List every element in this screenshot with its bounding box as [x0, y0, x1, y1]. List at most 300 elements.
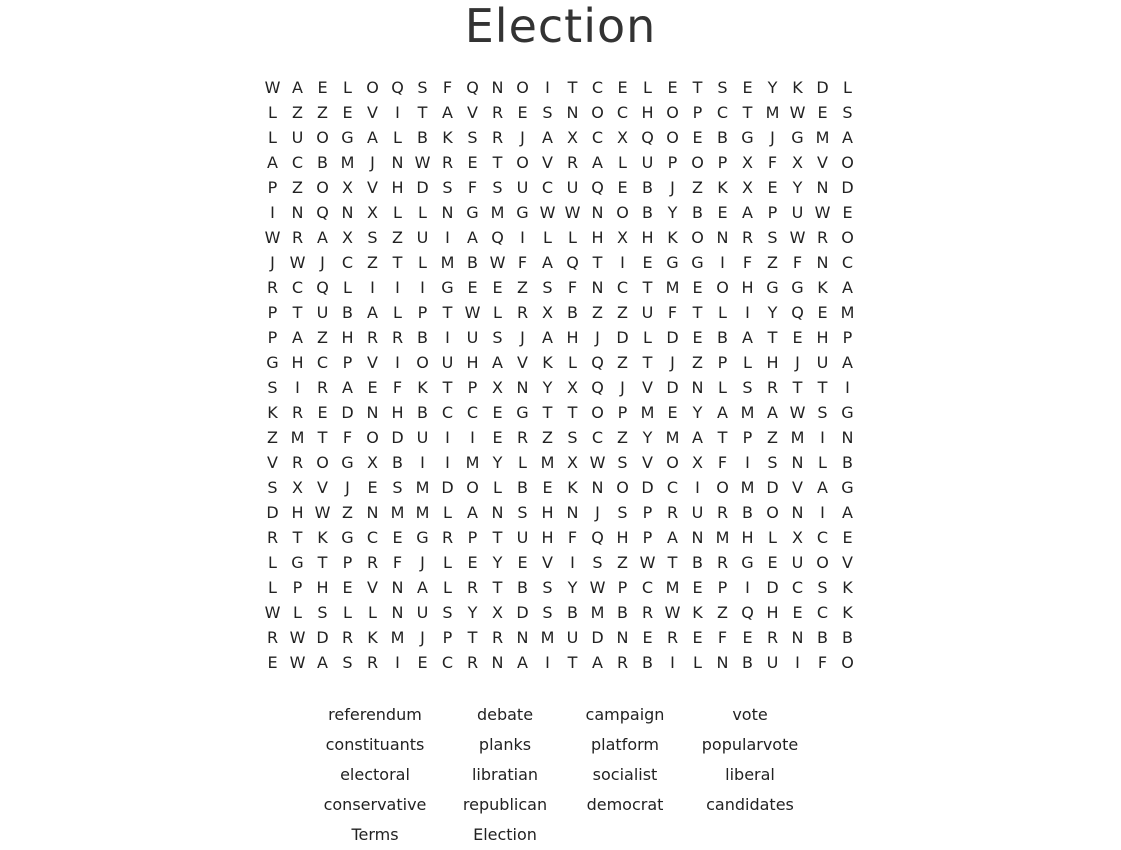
grid-letter[interactable]: Z: [692, 178, 703, 197]
grid-letter[interactable]: R: [516, 303, 529, 322]
grid-letter[interactable]: E: [717, 203, 728, 222]
grid-letter[interactable]: P: [342, 553, 353, 572]
grid-letter[interactable]: V: [817, 153, 828, 172]
grid-letter[interactable]: A: [542, 128, 553, 147]
grid-letter[interactable]: L: [843, 78, 852, 97]
grid-letter[interactable]: C: [816, 603, 829, 622]
grid-letter[interactable]: R: [716, 503, 729, 522]
grid-letter[interactable]: L: [718, 303, 727, 322]
grid-letter[interactable]: B: [317, 153, 328, 172]
grid-letter[interactable]: B: [467, 253, 478, 272]
grid-letter[interactable]: G: [841, 403, 854, 422]
grid-letter[interactable]: I: [470, 428, 475, 447]
grid-letter[interactable]: G: [791, 128, 804, 147]
grid-letter[interactable]: S: [842, 103, 853, 122]
grid-letter[interactable]: A: [367, 128, 378, 147]
grid-letter[interactable]: U: [566, 628, 579, 647]
grid-letter[interactable]: R: [291, 228, 304, 247]
grid-letter[interactable]: R: [266, 528, 279, 547]
grid-letter[interactable]: M: [390, 628, 405, 647]
grid-letter[interactable]: B: [717, 328, 728, 347]
grid-letter[interactable]: B: [842, 453, 853, 472]
grid-letter[interactable]: X: [617, 228, 628, 247]
grid-letter[interactable]: N: [516, 378, 529, 397]
grid-letter[interactable]: G: [791, 278, 804, 297]
grid-letter[interactable]: E: [792, 603, 803, 622]
grid-letter[interactable]: X: [292, 478, 303, 497]
grid-letter[interactable]: L: [343, 78, 352, 97]
grid-letter[interactable]: D: [391, 428, 404, 447]
grid-letter[interactable]: H: [641, 228, 654, 247]
grid-letter[interactable]: K: [317, 528, 328, 547]
grid-letter[interactable]: I: [545, 78, 550, 97]
grid-letter[interactable]: B: [617, 603, 628, 622]
grid-letter[interactable]: E: [692, 628, 703, 647]
grid-letter[interactable]: C: [366, 528, 379, 547]
grid-letter[interactable]: R: [291, 453, 304, 472]
grid-letter[interactable]: I: [695, 478, 700, 497]
grid-letter[interactable]: O: [416, 353, 429, 372]
grid-letter[interactable]: N: [841, 428, 854, 447]
grid-letter[interactable]: P: [442, 628, 453, 647]
grid-letter[interactable]: I: [720, 253, 725, 272]
grid-letter[interactable]: O: [591, 403, 604, 422]
grid-letter[interactable]: T: [492, 578, 503, 597]
grid-letter[interactable]: J: [670, 178, 675, 197]
grid-letter[interactable]: T: [292, 528, 303, 547]
grid-letter[interactable]: E: [842, 203, 853, 222]
grid-letter[interactable]: J: [670, 353, 675, 372]
grid-letter[interactable]: L: [418, 203, 427, 222]
grid-letter[interactable]: A: [842, 278, 853, 297]
grid-letter[interactable]: J: [595, 328, 600, 347]
grid-letter[interactable]: E: [467, 278, 478, 297]
grid-letter[interactable]: N: [716, 653, 729, 672]
grid-letter[interactable]: R: [516, 428, 529, 447]
grid-letter[interactable]: W: [289, 253, 306, 272]
grid-letter[interactable]: U: [566, 178, 579, 197]
grid-letter[interactable]: N: [566, 503, 579, 522]
grid-letter[interactable]: P: [267, 178, 278, 197]
grid-letter[interactable]: T: [317, 428, 328, 447]
grid-letter[interactable]: I: [545, 653, 550, 672]
grid-letter[interactable]: C: [641, 578, 654, 597]
grid-letter[interactable]: G: [666, 253, 679, 272]
grid-letter[interactable]: W: [589, 453, 606, 472]
grid-letter[interactable]: S: [617, 453, 628, 472]
grid-letter[interactable]: H: [766, 353, 779, 372]
grid-letter[interactable]: E: [317, 78, 328, 97]
grid-letter[interactable]: Z: [542, 428, 553, 447]
grid-letter[interactable]: S: [417, 78, 428, 97]
grid-letter[interactable]: Y: [792, 178, 803, 197]
grid-letter[interactable]: J: [520, 128, 525, 147]
grid-letter[interactable]: Z: [617, 553, 628, 572]
grid-letter[interactable]: K: [692, 603, 703, 622]
grid-letter[interactable]: Y: [567, 578, 578, 597]
grid-letter[interactable]: C: [341, 253, 354, 272]
grid-letter[interactable]: M: [465, 453, 480, 472]
grid-letter[interactable]: E: [267, 653, 278, 672]
grid-letter[interactable]: W: [464, 303, 481, 322]
grid-letter[interactable]: L: [268, 553, 277, 572]
grid-letter[interactable]: E: [367, 478, 378, 497]
grid-letter[interactable]: F: [717, 453, 728, 472]
grid-letter[interactable]: L: [643, 78, 652, 97]
grid-letter[interactable]: F: [517, 253, 528, 272]
grid-letter[interactable]: T: [567, 78, 578, 97]
grid-letter[interactable]: I: [420, 278, 425, 297]
grid-letter[interactable]: P: [467, 378, 478, 397]
grid-letter[interactable]: A: [342, 378, 353, 397]
grid-letter[interactable]: E: [692, 328, 703, 347]
grid-letter[interactable]: R: [666, 628, 679, 647]
grid-letter[interactable]: X: [492, 378, 503, 397]
grid-letter[interactable]: E: [642, 628, 653, 647]
grid-letter[interactable]: K: [717, 178, 728, 197]
grid-letter[interactable]: L: [818, 453, 827, 472]
grid-letter[interactable]: Q: [591, 353, 604, 372]
grid-letter[interactable]: C: [441, 403, 454, 422]
grid-letter[interactable]: A: [417, 578, 428, 597]
grid-letter[interactable]: K: [367, 628, 378, 647]
grid-letter[interactable]: I: [795, 653, 800, 672]
grid-letter[interactable]: O: [366, 78, 379, 97]
grid-letter[interactable]: J: [345, 478, 350, 497]
grid-letter[interactable]: T: [417, 103, 428, 122]
grid-letter[interactable]: Z: [342, 503, 353, 522]
grid-letter[interactable]: B: [392, 453, 403, 472]
grid-letter[interactable]: W: [789, 403, 806, 422]
grid-letter[interactable]: Q: [741, 603, 754, 622]
grid-letter[interactable]: W: [264, 78, 281, 97]
grid-letter[interactable]: E: [517, 553, 528, 572]
grid-letter[interactable]: A: [542, 328, 553, 347]
grid-letter[interactable]: H: [341, 328, 354, 347]
grid-letter[interactable]: B: [642, 178, 653, 197]
grid-letter[interactable]: S: [492, 178, 503, 197]
grid-letter[interactable]: V: [642, 453, 653, 472]
grid-letter[interactable]: C: [841, 253, 854, 272]
grid-letter[interactable]: S: [617, 503, 628, 522]
grid-letter[interactable]: N: [816, 178, 829, 197]
grid-letter[interactable]: T: [442, 378, 453, 397]
grid-letter[interactable]: H: [291, 353, 304, 372]
grid-letter[interactable]: H: [391, 403, 404, 422]
grid-letter[interactable]: R: [391, 328, 404, 347]
grid-letter[interactable]: J: [620, 378, 625, 397]
grid-letter[interactable]: A: [842, 503, 853, 522]
grid-letter[interactable]: O: [366, 428, 379, 447]
grid-letter[interactable]: O: [616, 203, 629, 222]
grid-letter[interactable]: N: [491, 653, 504, 672]
grid-letter[interactable]: G: [741, 553, 754, 572]
grid-letter[interactable]: I: [820, 428, 825, 447]
grid-letter[interactable]: J: [795, 353, 800, 372]
grid-letter[interactable]: L: [343, 603, 352, 622]
grid-letter[interactable]: Z: [517, 278, 528, 297]
grid-letter[interactable]: C: [666, 478, 679, 497]
grid-letter[interactable]: S: [342, 653, 353, 672]
grid-letter[interactable]: R: [341, 628, 354, 647]
grid-letter[interactable]: R: [316, 378, 329, 397]
grid-letter[interactable]: T: [492, 528, 503, 547]
grid-letter[interactable]: P: [417, 303, 428, 322]
grid-letter[interactable]: K: [567, 478, 578, 497]
grid-letter[interactable]: G: [841, 478, 854, 497]
grid-letter[interactable]: A: [817, 478, 828, 497]
grid-letter[interactable]: Q: [316, 278, 329, 297]
grid-letter[interactable]: X: [792, 528, 803, 547]
grid-letter[interactable]: U: [516, 528, 529, 547]
grid-letter[interactable]: K: [817, 278, 828, 297]
grid-letter[interactable]: R: [366, 328, 379, 347]
grid-letter[interactable]: E: [817, 303, 828, 322]
grid-letter[interactable]: Z: [767, 428, 778, 447]
grid-letter[interactable]: N: [591, 203, 604, 222]
grid-letter[interactable]: Y: [492, 553, 503, 572]
grid-letter[interactable]: N: [491, 503, 504, 522]
grid-letter[interactable]: A: [267, 153, 278, 172]
grid-letter[interactable]: Q: [591, 378, 604, 397]
grid-letter[interactable]: A: [467, 503, 478, 522]
grid-letter[interactable]: I: [620, 253, 625, 272]
grid-letter[interactable]: B: [517, 578, 528, 597]
grid-letter[interactable]: X: [367, 203, 378, 222]
grid-letter[interactable]: W: [489, 253, 506, 272]
grid-letter[interactable]: M: [640, 403, 655, 422]
grid-letter[interactable]: G: [416, 528, 429, 547]
grid-letter[interactable]: U: [516, 178, 529, 197]
grid-letter[interactable]: H: [316, 578, 329, 597]
grid-letter[interactable]: Z: [592, 303, 603, 322]
grid-letter[interactable]: C: [791, 578, 804, 597]
grid-letter[interactable]: H: [291, 503, 304, 522]
grid-letter[interactable]: T: [292, 303, 303, 322]
grid-letter[interactable]: D: [516, 603, 529, 622]
grid-letter[interactable]: G: [691, 253, 704, 272]
grid-letter[interactable]: N: [691, 378, 704, 397]
grid-letter[interactable]: Z: [617, 428, 628, 447]
grid-letter[interactable]: T: [492, 153, 503, 172]
grid-letter[interactable]: S: [542, 103, 553, 122]
grid-letter[interactable]: X: [367, 453, 378, 472]
grid-letter[interactable]: I: [820, 503, 825, 522]
grid-letter[interactable]: D: [266, 503, 279, 522]
grid-letter[interactable]: H: [816, 328, 829, 347]
grid-letter[interactable]: S: [317, 603, 328, 622]
grid-letter[interactable]: L: [393, 203, 402, 222]
grid-letter[interactable]: U: [416, 228, 429, 247]
grid-letter[interactable]: O: [841, 653, 854, 672]
grid-letter[interactable]: L: [543, 228, 552, 247]
grid-letter[interactable]: S: [467, 128, 478, 147]
grid-letter[interactable]: A: [592, 153, 603, 172]
grid-letter[interactable]: R: [266, 628, 279, 647]
grid-letter[interactable]: I: [395, 353, 400, 372]
grid-letter[interactable]: L: [493, 478, 502, 497]
grid-letter[interactable]: G: [341, 128, 354, 147]
grid-letter[interactable]: E: [617, 178, 628, 197]
grid-letter[interactable]: U: [316, 303, 329, 322]
grid-letter[interactable]: U: [691, 503, 704, 522]
grid-letter[interactable]: C: [541, 178, 554, 197]
grid-letter[interactable]: S: [767, 453, 778, 472]
grid-letter[interactable]: U: [291, 128, 304, 147]
grid-letter[interactable]: U: [816, 353, 829, 372]
grid-letter[interactable]: L: [718, 378, 727, 397]
grid-letter[interactable]: O: [691, 153, 704, 172]
grid-letter[interactable]: U: [766, 653, 779, 672]
grid-letter[interactable]: E: [767, 553, 778, 572]
grid-letter[interactable]: R: [266, 278, 279, 297]
grid-letter[interactable]: P: [742, 428, 753, 447]
grid-letter[interactable]: N: [566, 103, 579, 122]
grid-letter[interactable]: Y: [492, 453, 503, 472]
grid-letter[interactable]: S: [442, 603, 453, 622]
grid-letter[interactable]: I: [520, 228, 525, 247]
grid-letter[interactable]: M: [540, 453, 555, 472]
grid-letter[interactable]: T: [692, 78, 703, 97]
grid-letter[interactable]: G: [741, 128, 754, 147]
grid-letter[interactable]: J: [595, 503, 600, 522]
grid-letter[interactable]: N: [591, 278, 604, 297]
grid-letter[interactable]: R: [666, 503, 679, 522]
grid-letter[interactable]: E: [467, 553, 478, 572]
grid-letter[interactable]: M: [340, 153, 355, 172]
grid-letter[interactable]: F: [817, 653, 828, 672]
grid-letter[interactable]: T: [742, 103, 753, 122]
grid-letter[interactable]: Z: [292, 178, 303, 197]
grid-letter[interactable]: E: [692, 578, 703, 597]
grid-letter[interactable]: A: [317, 653, 328, 672]
grid-letter[interactable]: B: [342, 303, 353, 322]
grid-letter[interactable]: I: [295, 378, 300, 397]
grid-letter[interactable]: T: [692, 303, 703, 322]
grid-letter[interactable]: B: [417, 328, 428, 347]
grid-letter[interactable]: N: [716, 228, 729, 247]
grid-letter[interactable]: X: [567, 128, 578, 147]
grid-letter[interactable]: L: [568, 228, 577, 247]
grid-letter[interactable]: L: [268, 578, 277, 597]
grid-letter[interactable]: I: [745, 578, 750, 597]
grid-letter[interactable]: F: [342, 428, 353, 447]
grid-letter[interactable]: U: [641, 153, 654, 172]
grid-letter[interactable]: T: [567, 403, 578, 422]
grid-letter[interactable]: P: [642, 503, 653, 522]
grid-letter[interactable]: U: [641, 303, 654, 322]
grid-letter[interactable]: M: [590, 603, 605, 622]
grid-letter[interactable]: L: [618, 153, 627, 172]
grid-letter[interactable]: F: [792, 253, 803, 272]
grid-letter[interactable]: M: [815, 128, 830, 147]
grid-letter[interactable]: S: [517, 503, 528, 522]
grid-letter[interactable]: Y: [467, 603, 478, 622]
grid-letter[interactable]: M: [840, 303, 855, 322]
grid-letter[interactable]: K: [842, 603, 853, 622]
grid-letter[interactable]: H: [391, 178, 404, 197]
grid-letter[interactable]: O: [716, 278, 729, 297]
grid-letter[interactable]: W: [289, 653, 306, 672]
grid-letter[interactable]: Z: [292, 103, 303, 122]
grid-letter[interactable]: T: [792, 378, 803, 397]
grid-letter[interactable]: K: [417, 378, 428, 397]
grid-letter[interactable]: L: [418, 253, 427, 272]
grid-letter[interactable]: X: [742, 178, 753, 197]
grid-letter[interactable]: Z: [692, 353, 703, 372]
grid-letter[interactable]: R: [491, 103, 504, 122]
grid-letter[interactable]: V: [842, 553, 853, 572]
grid-letter[interactable]: Z: [267, 428, 278, 447]
grid-letter[interactable]: R: [741, 228, 754, 247]
grid-letter[interactable]: S: [767, 228, 778, 247]
grid-letter[interactable]: Y: [642, 428, 653, 447]
grid-letter[interactable]: T: [717, 428, 728, 447]
grid-letter[interactable]: P: [617, 403, 628, 422]
grid-letter[interactable]: S: [492, 328, 503, 347]
grid-letter[interactable]: F: [742, 253, 753, 272]
grid-letter[interactable]: A: [692, 428, 703, 447]
grid-letter[interactable]: L: [443, 503, 452, 522]
grid-letter[interactable]: T: [392, 253, 403, 272]
grid-letter[interactable]: N: [491, 78, 504, 97]
grid-letter[interactable]: P: [717, 353, 728, 372]
grid-letter[interactable]: V: [642, 378, 653, 397]
grid-letter[interactable]: I: [745, 303, 750, 322]
grid-letter[interactable]: B: [642, 203, 653, 222]
grid-letter[interactable]: N: [291, 203, 304, 222]
grid-letter[interactable]: O: [316, 453, 329, 472]
grid-letter[interactable]: R: [716, 553, 729, 572]
grid-letter[interactable]: O: [666, 453, 679, 472]
grid-letter[interactable]: B: [692, 553, 703, 572]
grid-letter[interactable]: D: [666, 328, 679, 347]
grid-letter[interactable]: E: [342, 103, 353, 122]
grid-letter[interactable]: Z: [717, 603, 728, 622]
grid-letter[interactable]: S: [267, 478, 278, 497]
grid-letter[interactable]: N: [441, 203, 454, 222]
grid-letter[interactable]: A: [742, 328, 753, 347]
grid-letter[interactable]: D: [341, 403, 354, 422]
grid-letter[interactable]: A: [742, 203, 753, 222]
grid-letter[interactable]: W: [589, 578, 606, 597]
grid-letter[interactable]: U: [791, 553, 804, 572]
grid-letter[interactable]: K: [267, 403, 278, 422]
grid-letter[interactable]: Z: [367, 253, 378, 272]
grid-letter[interactable]: W: [539, 203, 556, 222]
grid-letter[interactable]: N: [366, 403, 379, 422]
grid-letter[interactable]: I: [370, 278, 375, 297]
grid-letter[interactable]: N: [591, 478, 604, 497]
grid-letter[interactable]: S: [817, 578, 828, 597]
grid-letter[interactable]: G: [466, 203, 479, 222]
grid-letter[interactable]: Y: [767, 303, 778, 322]
grid-letter[interactable]: T: [542, 403, 553, 422]
grid-letter[interactable]: P: [342, 353, 353, 372]
grid-letter[interactable]: B: [742, 653, 753, 672]
grid-letter[interactable]: N: [791, 453, 804, 472]
grid-letter[interactable]: D: [816, 78, 829, 97]
grid-letter[interactable]: R: [466, 653, 479, 672]
grid-letter[interactable]: H: [566, 328, 579, 347]
grid-letter[interactable]: J: [420, 628, 425, 647]
grid-letter[interactable]: N: [516, 628, 529, 647]
grid-letter[interactable]: T: [567, 653, 578, 672]
grid-letter[interactable]: B: [717, 128, 728, 147]
grid-letter[interactable]: T: [467, 628, 478, 647]
grid-letter[interactable]: E: [667, 78, 678, 97]
grid-letter[interactable]: S: [442, 178, 453, 197]
